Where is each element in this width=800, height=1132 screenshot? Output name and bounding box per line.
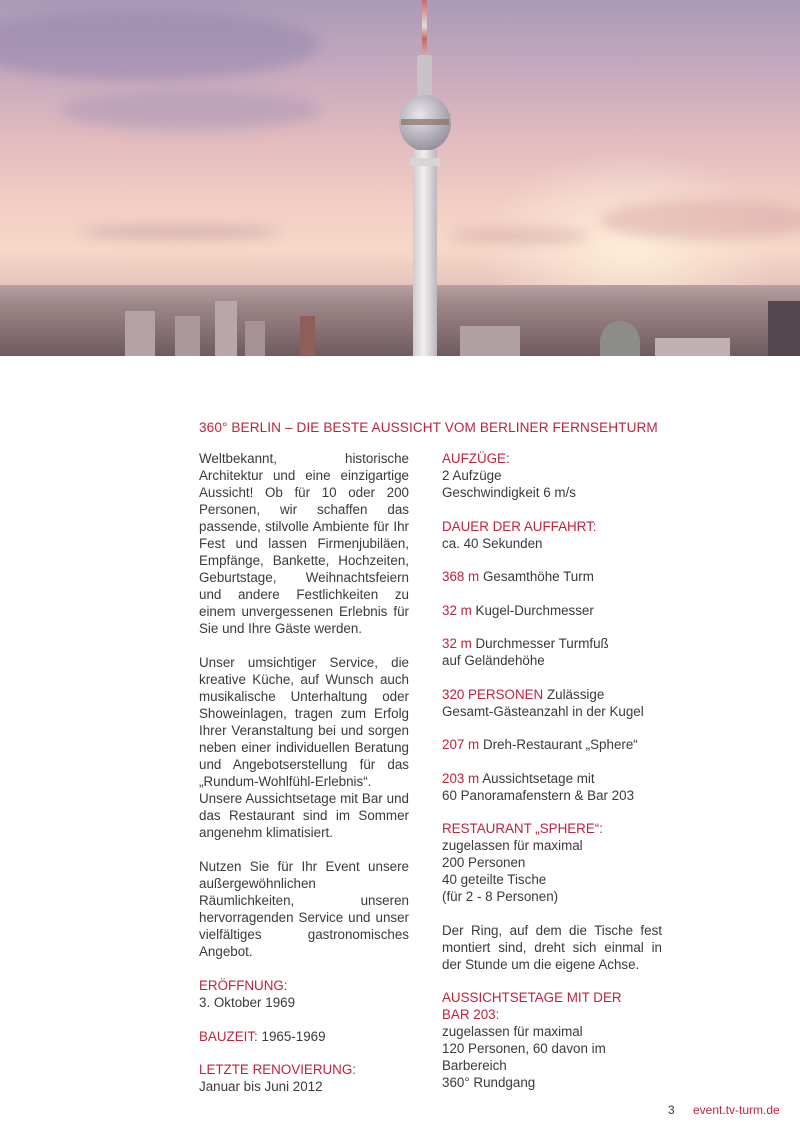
stat-value: 32 m	[442, 636, 472, 651]
ascent-label: DAUER DER AUFFAHRT:	[442, 518, 597, 534]
fact-value: Januar bis Juni 2012	[199, 1079, 323, 1094]
bar-line: 360° Rundgang	[442, 1075, 536, 1090]
restaurant-description: Der Ring, auf dem die Tische fest montiert sind, dreht sich einmal in der Stunde um die eigene Achse.	[442, 922, 662, 972]
bar-line: 120 Personen, 60 davon im	[442, 1041, 606, 1056]
restaurant-block	[442, 820, 662, 905]
service-paragraph: Unser umsichtiger Service, die kreative Küche, auf Wunsch auch musikalische Unterhaltung oder Showeinlagen, tragen zum Erfolg Ihrer Veranstaltung bei und sorgen neben einer individuellen Beratung und Angebotserstellung für das „Rundum-Wohlfühl-Erlebnis“. Unsere Aussichtsetage mit Bar und das Restaurant sind im Sommer angenehm klimatisiert.	[199, 655, 409, 840]
stat-value: 320 PERSONEN	[442, 686, 544, 702]
elevators-block	[442, 450, 662, 501]
stat-capacity	[442, 686, 662, 720]
event-paragraph: Nutzen Sie für Ihr Event unsere außergewöhnlichen Räumlichkeiten, unseren hervorragenden Service und unser vielfältiges gastronomisches Angebot.	[199, 859, 409, 959]
stat-text-2: 60 Panoramafenstern & Bar 203	[442, 787, 635, 803]
stat-base-diameter	[442, 635, 662, 669]
bar-label: AUSSICHTSETAGE MIT DER	[442, 990, 622, 1005]
elevators-line: Geschwindigkeit 6 m/s	[442, 485, 576, 500]
stat-observation-height	[442, 770, 662, 804]
ascent-block	[442, 518, 662, 552]
hero-photo-tv-tower	[0, 0, 800, 356]
cloud	[60, 90, 320, 130]
stat-value: 207 m	[442, 737, 480, 752]
fact-value: 3. Oktober 1969	[199, 995, 296, 1010]
bar-line: Barbereich	[442, 1058, 507, 1073]
stat-sphere-diameter	[442, 602, 662, 619]
city-skyline	[0, 285, 800, 356]
fact-label: LETZTE RENOVIERUNG:	[199, 1062, 356, 1077]
cloud	[0, 10, 320, 80]
restaurant-line: 200 Personen	[442, 855, 526, 870]
page-number: 3	[668, 1103, 675, 1117]
bar-label: BAR 203:	[442, 1007, 500, 1022]
tower-top	[417, 55, 432, 100]
intro-paragraph: Weltbekannt, historische Architektur und eine einzigartige Aussicht! Ob für 10 oder 200 Personen, wir schaffen das passende, stilvolle Ambiente für Ihr Fest und lassen Firmenjubiläen, Empfänge, Bankette, Hochzeiten, Geburtstage, Weihnachtsfeiern und andere Festlichkeiten zu einem unvergessenen Erlebnis für Sie und Ihre Gäste werden.	[199, 451, 409, 636]
elevators-label: AUFZÜGE:	[442, 451, 510, 466]
restaurant-line: (für 2 - 8 Personen)	[442, 889, 559, 904]
tower-ring	[410, 158, 440, 166]
cloud	[80, 225, 280, 239]
stat-text: Aussichtsetage mit	[482, 770, 595, 786]
website-link[interactable]: event.tv-turm.de	[693, 1103, 780, 1117]
cloud	[450, 228, 590, 244]
stat-text: Kugel-Durchmesser	[475, 602, 594, 618]
stat-text: Dreh-Restaurant „Sphere“	[482, 737, 638, 752]
stat-text: Durchmesser Turmfuß	[475, 636, 609, 651]
bar-line: zugelassen für maximal	[442, 1024, 583, 1039]
page-heading: 360° BERLIN – DIE BESTE AUSSICHT VOM BERLINER FERNSEHTURM	[199, 420, 658, 435]
stat-value: 368 m	[442, 569, 480, 584]
fact-value: 1965-1969	[261, 1028, 326, 1044]
stat-text: Gesamthöhe Turm	[482, 569, 594, 584]
stat-text: Zulässige	[546, 686, 605, 702]
bar-block	[442, 989, 662, 1091]
left-column	[199, 450, 409, 1112]
restaurant-line: 40 geteilte Tische	[442, 872, 547, 887]
stat-value: 203 m	[442, 770, 480, 786]
stat-text-2: auf Geländehöhe	[442, 653, 545, 668]
stat-total-height	[442, 568, 662, 585]
fact-label: BAUZEIT:	[199, 1028, 258, 1044]
fact-label: ERÖFFNUNG:	[199, 978, 288, 993]
restaurant-line: zugelassen für maximal	[442, 838, 583, 853]
stat-text-2: Gesamt-Gästeanzahl in der Kugel	[442, 703, 644, 719]
right-column	[442, 450, 662, 1108]
fact-renovation	[199, 1061, 409, 1095]
restaurant-label: RESTAURANT „SPHERE“:	[442, 821, 603, 836]
tower-sphere	[399, 95, 451, 151]
stat-restaurant-height	[442, 736, 662, 753]
tower-shaft	[413, 150, 437, 356]
elevators-line: 2 Aufzüge	[442, 468, 502, 483]
fact-construction	[199, 1028, 409, 1045]
fact-opening	[199, 977, 409, 1011]
ascent-line: ca. 40 Sekunden	[442, 535, 543, 551]
stat-value: 32 m	[442, 602, 472, 618]
